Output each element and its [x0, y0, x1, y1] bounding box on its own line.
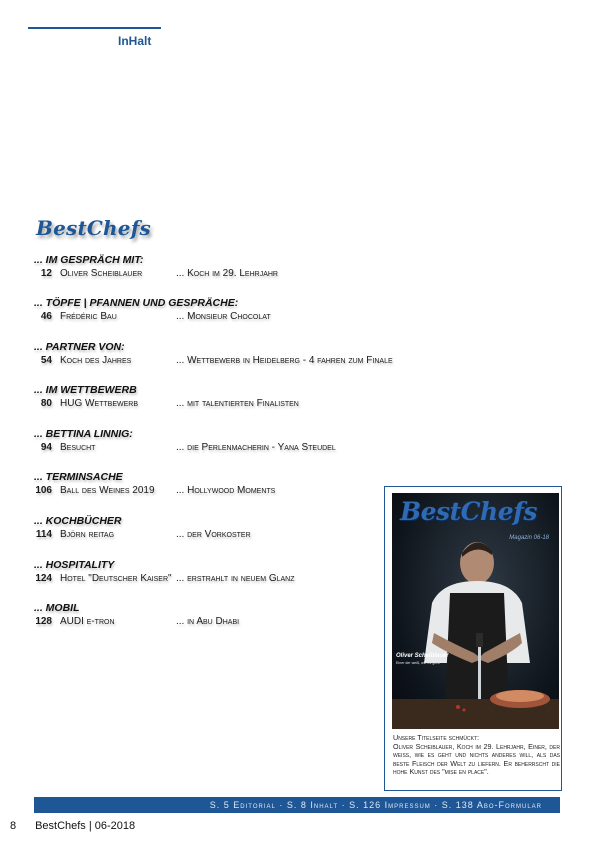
cover-caption-title: Unsere Titelseite schmückt: — [393, 733, 480, 742]
toc-section — [34, 384, 394, 411]
page-reference-bar: S. 5 Editorial · S. 8 Inhalt · S. 126 Impressum · S. 138 Abo-Formular — [34, 797, 560, 813]
toc-page-number: 124 — [35, 573, 52, 584]
toc-entry-title: Björn reitag — [60, 529, 115, 540]
cover-name: Oliver Scheiblauer — [396, 653, 449, 659]
toc-entry-title: Koch des Jahres — [60, 355, 132, 366]
footer-page-number: 8 — [10, 820, 17, 832]
toc-entry[interactable] — [34, 572, 394, 586]
toc-section-heading: ... IM WETTBEWERB — [34, 384, 137, 396]
cover-caption-body: Oliver Scheiblauer, Koch im 29. Lehrjahr, Einer, der weiss, wie es geht und nichts anderes will, als das beste Fleisch der Welt zu liefern. Er beherrscht die hohe Kunst des "mise en place". — [393, 741, 560, 776]
toc-entry-title: AUDI e-tron — [60, 616, 115, 627]
toc-section — [34, 602, 394, 629]
toc-page-number: 80 — [40, 398, 52, 409]
toc-entry-description: ... Hollywood Moments — [176, 485, 276, 496]
cover-logo: BestChefs — [400, 497, 537, 526]
toc-section-heading: ... TÖPFE | PFANNEN UND GESPRÄCHE: — [34, 297, 239, 309]
bestchefs-logo: BestChefs — [36, 216, 151, 240]
toc-page-number: 46 — [40, 311, 52, 322]
toc-entry-description: ... Koch im 29. Lehrjahr — [176, 268, 278, 279]
page-title: InHalt — [118, 34, 152, 48]
toc-section-heading: ... MOBIL — [34, 602, 80, 614]
toc-section — [34, 471, 394, 498]
chef-illustration — [392, 493, 559, 729]
toc-entry[interactable] — [34, 528, 394, 542]
toc-section-heading: ... HOSPITALITY — [34, 559, 115, 571]
toc-entry-description: ... der Vorkoster — [176, 529, 251, 540]
toc-entry-description: ... die Perlenmacherin - Yana Steudel — [176, 442, 336, 453]
toc-entry-title: Besucht — [60, 442, 96, 453]
toc-entry-description: ... Wettbewerb in Heidelberg - 4 fahren zum Finale — [176, 355, 393, 366]
toc-section — [34, 559, 394, 586]
toc-entry[interactable] — [34, 397, 394, 411]
toc-entry[interactable] — [34, 484, 394, 498]
toc-page-number: 106 — [35, 485, 52, 496]
toc-entry[interactable] — [34, 615, 394, 629]
toc-section — [34, 297, 394, 324]
toc-section-heading: ... PARTNER VON: — [34, 341, 125, 353]
toc-page-number: 128 — [35, 616, 52, 627]
toc-entry-description: ... Monsieur Chocolat — [176, 311, 271, 322]
toc-page-number: 114 — [35, 529, 52, 540]
toc-entry[interactable] — [34, 441, 394, 455]
toc-entry-title: Ball des Weines 2019 — [60, 485, 155, 496]
toc-section-heading: ... TERMINSACHE — [34, 471, 123, 483]
footer-publication: BestChefs | 06-2018 — [35, 820, 136, 832]
toc-page-number: 54 — [40, 355, 52, 366]
toc-entry-title: Hotel "Deutscher Kaiser" — [60, 573, 172, 584]
toc-entry-description: ... mit talentierten Finalisten — [176, 398, 299, 409]
toc-entry-title: Oliver Scheiblauer — [60, 268, 143, 279]
toc-entry-description: ... erstrahlt in neuem Glanz — [176, 573, 295, 584]
toc-page-number: 94 — [40, 442, 52, 453]
toc-entry[interactable] — [34, 310, 394, 324]
cover-caption — [393, 734, 560, 777]
toc-entry[interactable] — [34, 354, 394, 368]
cover-subtitle: Magazin 06-18 — [509, 535, 549, 541]
toc-section — [34, 428, 394, 455]
toc-section — [34, 254, 394, 281]
toc-section — [34, 515, 394, 542]
cover-tagline: Einer der weiß, wie es geht! — [396, 661, 441, 665]
page-footer — [10, 820, 135, 832]
magazine-cover-image — [392, 493, 559, 729]
toc-entry-title: Frédéric Bau — [60, 311, 117, 322]
toc-section — [34, 341, 394, 368]
toc-section-heading: ... BETTINA LINNIG: — [34, 428, 133, 440]
header-rule — [28, 27, 161, 29]
toc-section-heading: ... IM GESPRÄCH MIT: — [34, 254, 144, 266]
toc-page-number: 12 — [40, 268, 52, 279]
toc-section-heading: ... KOCHBÜCHER — [34, 515, 122, 527]
toc-entry[interactable] — [34, 267, 394, 281]
toc-entry-description: ... in Abu Dhabi — [176, 616, 240, 627]
toc-entry-title: HUG Wettbewerb — [60, 398, 138, 409]
